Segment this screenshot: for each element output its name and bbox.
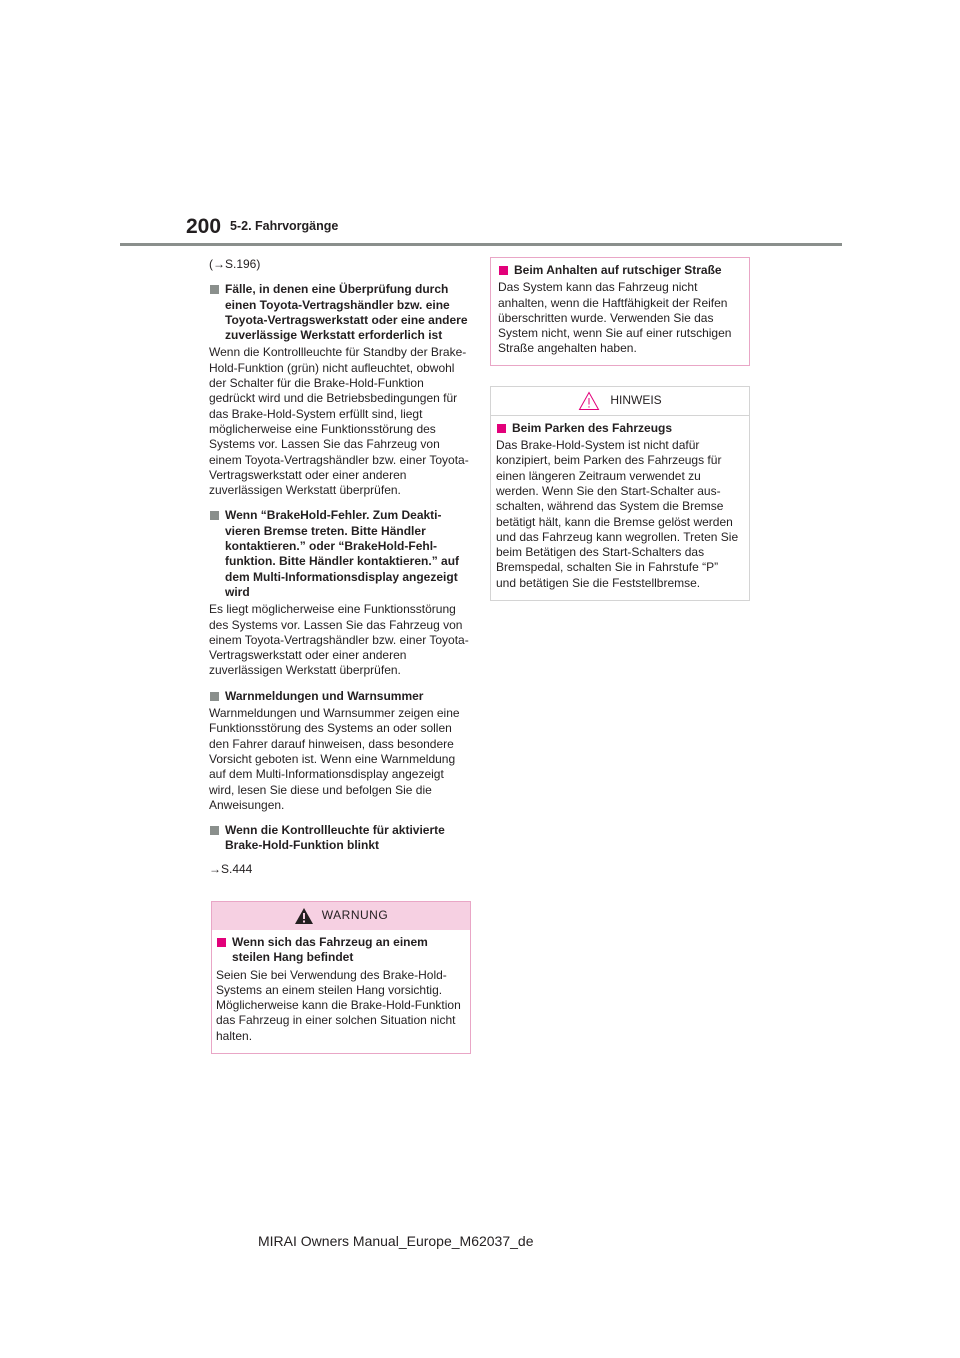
notice-header: [491, 387, 749, 416]
section-body: Warnmeldungen und Warnsummer zeigen eine Funktionsstörung des Systems an oder sollen den Fahrer darauf hinweisen, dass besondere Vorsicht geboten ist. Wenn eine Warnmeldung auf dem Multi-Informationsdisplay angezeigt wird, lesen Sie diese und befolgen Sie die Anweisungen.: [209, 706, 460, 812]
page-number: 200: [186, 215, 222, 238]
section-body: Es liegt möglicherweise eine Funktionsstörung des Systems vor. Lassen Sie das Fahrzeug von einem Toyota-Vertragshändler bzw. einer Toyota-Vertragswerkstatt oder einer anderen zuverlässigen Werkstatt überprüfen.: [209, 602, 469, 678]
bullet-square-icon: [217, 938, 226, 947]
bullet-square-icon: [210, 826, 219, 835]
page-reference: →S.444: [209, 861, 253, 876]
notice-box: [490, 386, 750, 601]
left-column: [209, 256, 471, 1054]
info-body: Das System kann das Fahrzeug nicht anhalten, wenn die Haftfähigkeit der Reifen überschritten wurde. Verwenden Sie das System nicht, wenn Sie auf einer rutschigen Straße angehalten haben.: [498, 280, 732, 356]
section-heading: Wenn “BrakeHold-Fehler. Zum Deaktivieren Bremse treten. Bitte Händler kontaktieren.” oder “BrakeHold-Fehlfunktion. Bitte Händler kontaktieren.” auf dem Multi-Informationsdisplay angezeigt wird: [209, 508, 471, 600]
notice-triangle-icon: [578, 391, 600, 411]
bullet-square-icon: [497, 424, 506, 433]
section-heading: Wenn die Kontrollleuchte für aktivierte Brake-Hold-Funktion blinkt: [209, 823, 471, 854]
section-heading: Fälle, in denen eine Überprüfung durch einen Toyota-Vertragshändler bzw. eine Toyota-Vertragswerkstatt oder eine andere zuverlässige Werkstatt erforderlich ist: [209, 282, 471, 343]
section-title: 5-2. Fahrvorgänge: [230, 219, 339, 233]
footer-text: MIRAI Owners Manual_Europe_M62037_de: [258, 1233, 534, 1249]
warning-triangle-icon: [294, 907, 314, 925]
page-reference: (→S.196): [209, 257, 261, 271]
header-rule: [120, 243, 842, 246]
warning-body: Seien Sie bei Verwendung des Brake-Hold-Systems an einem steilen Hang vorsichtig. Möglicherweise kann die Brake-Hold-Funktion das Fahrzeug in einer solchen Situation nicht halten.: [216, 967, 461, 1043]
info-heading: Beim Anhalten auf rutschiger Straße: [498, 263, 741, 278]
warning-box: [211, 901, 471, 1054]
notice-label: HINWEIS: [610, 393, 662, 408]
info-box: [490, 257, 750, 366]
notice-body: Das Brake-Hold-System ist nicht dafür konzipiert, beim Parken des Fahrzeugs für einen längeren Zeitraum verwendet zu werden. Wenn Sie den Start-Schalter ausschalten, während das System die Bremse betätigt hält, kann die Bremse gelöst werden und das Fahrzeug kann wegrollen. Treten Sie beim Betätigen des Start-Schalters das Bremspedal, schalten Sie in Fahrstufe “P” und betätigen Sie die Feststellbremse.: [496, 438, 739, 590]
warning-header: [212, 902, 470, 930]
bullet-square-icon: [210, 511, 219, 520]
bullet-square-icon: [499, 266, 508, 275]
section-heading: Warnmeldungen und Warnsummer: [209, 689, 471, 704]
section-body: Wenn die Kontrollleuchte für Standby der Brake-Hold-Funktion (grün) nicht aufleuchtet, obwohl der Schalter für die Brake-Hold-Funktion gedrückt wird und die Betriebsbedingungen für das Brake-Hold-System erfüllt sind, liegt möglicherweise eine Funktionsstörung des Systems vor. Lassen Sie das Fahrzeug von einem Toyota-Vertragshändler bzw. einer Toyota-Vertragswerkstatt oder einer anderen zuverlässigen Werkstatt überprüfen.: [209, 345, 469, 498]
notice-heading: Beim Parken des Fahrzeugs: [496, 421, 741, 436]
bullet-square-icon: [210, 285, 219, 294]
bullet-square-icon: [210, 692, 219, 701]
warning-heading: Wenn sich das Fahrzeug an einem steilen Hang befindet: [216, 935, 465, 966]
warning-label: WARNUNG: [321, 908, 389, 923]
right-column: [490, 256, 750, 601]
